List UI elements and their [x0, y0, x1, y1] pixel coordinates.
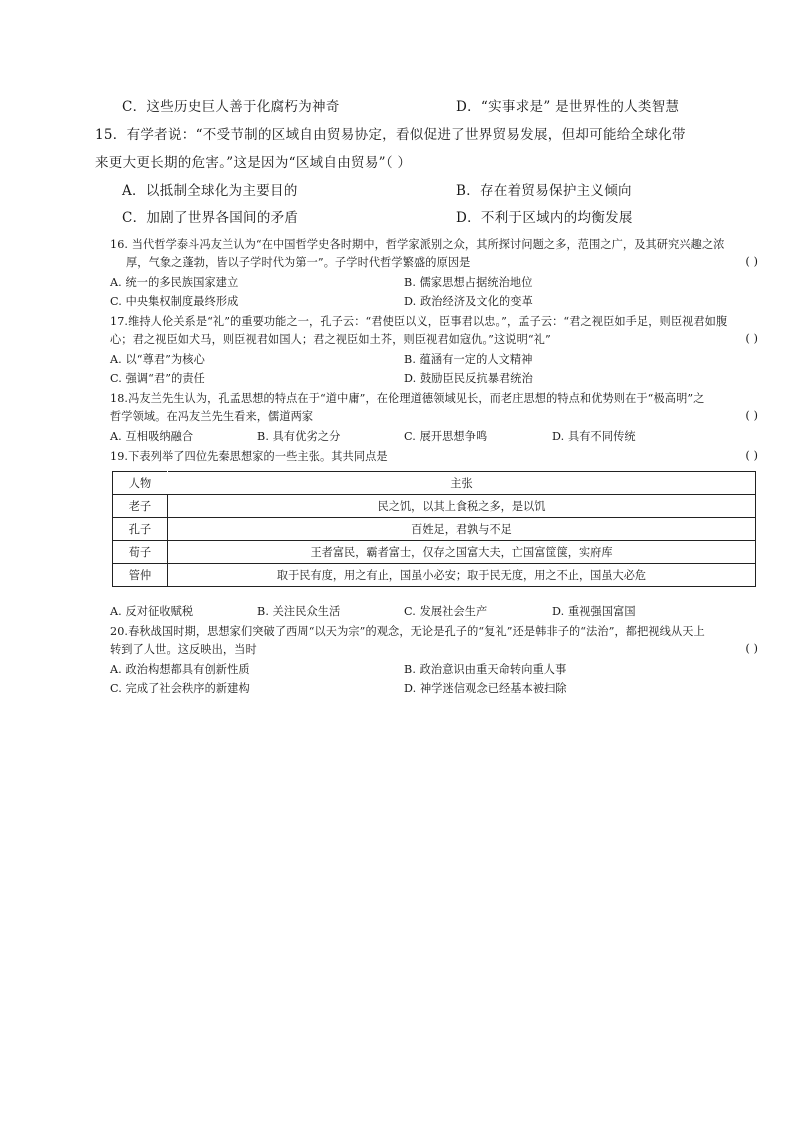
q20-option-d: D. 神学迷信观念已经基本被扫除: [404, 682, 567, 695]
q18-answer-paren: ( ): [745, 408, 758, 422]
row-claim: 取于民有度，用之有止，国虽小必安；取于民无度，用之不止，国虽大必危: [168, 564, 756, 587]
q16-option-d: D. 政治经济及文化的变革: [404, 295, 533, 308]
q17-option-c: C. 强调“君”的责任: [110, 372, 205, 385]
q17-stem-line2: 心；君之视臣如犬马，则臣视君如国人；君之视臣如土芥，则臣视君如寇仇。”这说明“礼”: [110, 333, 551, 346]
q18-option-a: A. 互相吸纳融合: [110, 430, 194, 443]
header-person: 人物: [113, 472, 168, 495]
table-row: [113, 564, 756, 587]
row-person: 老子: [113, 495, 168, 518]
table-header-row: [113, 472, 756, 495]
q19-option-b: B. 关注民众生活: [257, 605, 341, 618]
row-person: 管仲: [113, 564, 168, 587]
q19-option-a: A. 反对征收赋税: [110, 605, 194, 618]
q17-option-b: B. 蕴涵有一定的人文精神: [404, 353, 533, 366]
q20-stem-line1: 20.春秋战国时期，思想家们突破了西周“以天为宗”的观念，无论是孔子的“复礼”还是韩非子的“法治”，都把视线从天上: [110, 625, 705, 638]
q14-option-c: C．这些历史巨人善于化腐朽为神奇: [122, 99, 340, 115]
q15-option-d: D．不利于区域内的均衡发展: [456, 210, 633, 226]
q19-table: [112, 471, 756, 587]
q20-option-a: A. 政治构想都具有创新性质: [110, 663, 250, 676]
q15-stem-line1: 15．有学者说：“不受节制的区域自由贸易协定，看似促进了世界贸易发展，但却可能给全球化带: [95, 127, 686, 143]
q18-stem-line1: 18.冯友兰先生认为，孔孟思想的特点在于“道中庸”，在伦理道德领域见长，而老庄思想的特点和优势则在于“极高明”之: [110, 392, 705, 405]
q19-answer-paren: ( ): [745, 448, 758, 462]
row-claim: 王者富民，霸者富士，仅存之国富大夫，亡国富筐箧，实府库: [168, 541, 756, 564]
q16-option-b: B. 儒家思想占据统治地位: [404, 276, 533, 289]
q18-option-b: B. 具有优劣之分: [257, 430, 341, 443]
q17-option-a: A. 以“尊君”为核心: [110, 353, 205, 366]
q20-option-b: B. 政治意识由重天命转向重人事: [404, 663, 567, 676]
row-person: 孔子: [113, 518, 168, 541]
q16-stem-line1: 16. 当代哲学泰斗冯友兰认为“在中国哲学史各时期中，哲学家派别之众，其所探讨问题之多，范围之广，及其研究兴趣之浓: [110, 238, 725, 251]
table-row: [113, 518, 756, 541]
q17-stem-line1: 17.维持人伦关系是“礼”的重要功能之一，孔子云：“君使臣以义，臣事君以忠。”，孟子云：“君之视臣如手足，则臣视君如腹: [110, 315, 728, 328]
row-person: 荀子: [113, 541, 168, 564]
q17-option-d: D. 鼓励臣民反抗暴君统治: [404, 372, 533, 385]
q18-option-d: D. 具有不同传统: [552, 430, 636, 443]
q18-stem-line2: 哲学领域。在冯友兰先生看来，儒道两家: [110, 410, 314, 423]
q20-option-c: C. 完成了社会秩序的新建构: [110, 682, 250, 695]
header-claim: 主张: [168, 472, 756, 495]
q15-option-a: A．以抵制全球化为主要目的: [122, 183, 298, 199]
q19-option-d: D. 重视强国富国: [552, 605, 636, 618]
q16-answer-paren: ( ): [745, 254, 758, 268]
q15-stem-line2: 来更大更长期的危害。”这是因为“区域自由贸易”（ ）: [95, 155, 412, 171]
row-claim: 百姓足，君孰与不足: [168, 518, 756, 541]
q20-answer-paren: ( ): [745, 641, 758, 655]
row-claim: 民之饥，以其上食税之多，是以饥: [168, 495, 756, 518]
q17-answer-paren: ( ): [745, 331, 758, 345]
q16-option-a: A. 统一的多民族国家建立: [110, 276, 239, 289]
q14-option-d: D．“实事求是” 是世界性的人类智慧: [456, 99, 680, 115]
q19-stem: 19.下表列举了四位先秦思想家的一些主张。其共同点是: [110, 450, 388, 463]
q16-option-c: C. 中央集权制度最终形成: [110, 295, 239, 308]
q19-option-c: C. 发展社会生产: [404, 605, 488, 618]
q20-stem-line2: 转到了人世。这反映出，当时: [110, 643, 257, 656]
q16-stem-line2: 厚，气象之蓬勃，皆以子学时代为第一”。子学时代哲学繁盛的原因是: [126, 256, 471, 269]
table-row: [113, 495, 756, 518]
table-row: [113, 541, 756, 564]
q15-option-c: C．加剧了世界各国间的矛盾: [122, 210, 299, 226]
q18-option-c: C. 展开思想争鸣: [404, 430, 488, 443]
q15-option-b: B．存在着贸易保护主义倾向: [456, 183, 632, 199]
